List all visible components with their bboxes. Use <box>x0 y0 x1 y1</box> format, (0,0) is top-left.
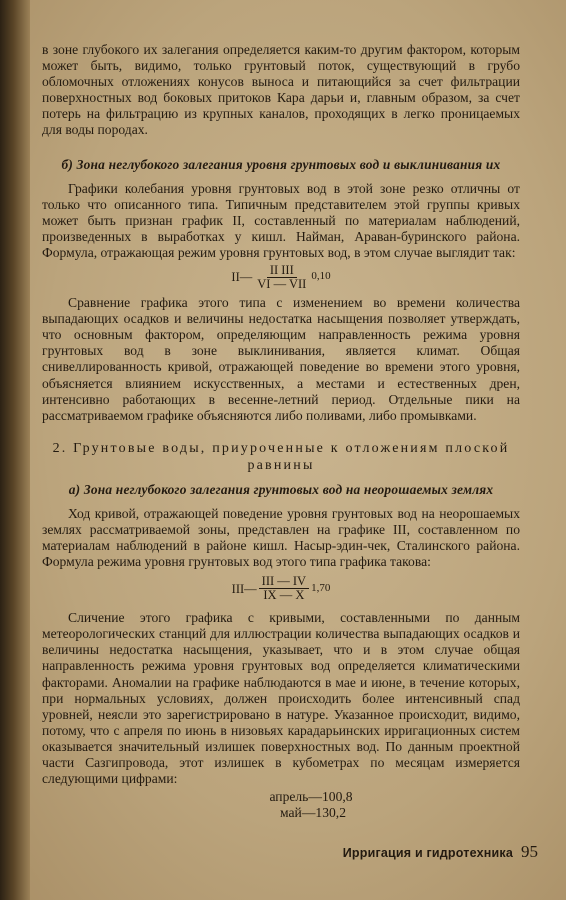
formula-numerator: III — IV <box>259 575 309 589</box>
formula-fraction <box>254 264 309 291</box>
subsection-a-heading: а) Зона неглубокого залегания грунтовых вод на неорошаемых землях <box>68 481 494 497</box>
section-2-paragraph-2: Сличение этого графика с кривыми, составленными по данным метеорологических станций для иллюстрации количества выпадающих осадков и величины недостатка насыщения, указывает, что и в этом случае общая направленность режима уровня грунтовых вод определяется климатическими факторами. Аномалии на графике наблюдаются в мае и июне, в течение которых, при нормальных условиях, должен происходить более интенсивный спад уровней, неясли это зарегистрировано в натуре. Указанное происходит, видимо, потому, что с апреля по июнь в низовьях карадарьинских ирригационных систем оказывается значительный излишек поверхностных вод. По данным проектной части Сазгипровода, этот излишек в кубометрах по месяцам измеряется следующими цифрами: <box>42 610 520 787</box>
monthly-surplus-figures <box>102 789 520 821</box>
page-footer <box>338 842 538 862</box>
formula-numerator: II III <box>267 264 297 278</box>
section-2-paragraph-1: Ход кривой, отражающей поведение уровня грунтовых вод на неорошаемых землях рассматриваемой зоны, представлен на графике III, составленном по материалам наблюдений в районе кишл. Насыр-эдин-чек, Сталинского района. Формула режима уровня грунтовых вод этого типа графика такова: <box>42 505 520 570</box>
journal-title: Ирригация и гидротехника <box>342 846 513 860</box>
subsection-b-heading: б) Зона неглубокого залегания уровня грунтовых вод и выклинивания их <box>61 156 501 172</box>
figure-april: апрель—100,8 <box>269 789 353 805</box>
formula-coefficient: 0,10 <box>311 270 331 283</box>
section-2-heading: 2. Грунтовые воды, приуроченные к отложениям плоской равнины <box>52 440 510 473</box>
section-b-paragraph-1: Графики колебания уровня грунтовых вод в этой зоне резко отличны от только что описанного типа. Типичным представителем этой группы кривых может быть признан график II, составленный по материалам наблюдений, произведенных в выработках у кишл. Найман, Араван-буринского района. Формула, отражающая режим уровня грунтовых вод, в этом случае выглядит так: <box>42 180 520 260</box>
page-body <box>42 42 520 821</box>
formula-graph-2 <box>42 264 520 291</box>
section-b-paragraph-2: Сравнение графика этого типа с изменением во времени количества выпадающих осадков и величины недостатка насыщения позволяет утверждать, что основным фактором, определяющим направленность режима уровня грунтовых вод в зоне выклинивания, является климат. Общая снивеллированность кривой, отражающей поведение во времени этого уровня, объясняется влиянием искусственных, а местами и естественных дрен, интенсивно работающих в весенне-летний период. Отдельные пики на рассматриваемом графике объясняются либо поливами, либо промывками. <box>42 295 520 423</box>
formula-denominator: IX — X <box>263 588 305 603</box>
formula-lead: III— <box>231 581 257 596</box>
book-spine <box>0 0 30 900</box>
page-number: 95 <box>521 842 538 861</box>
formula-graph-3 <box>42 575 520 602</box>
formula-denominator: VI — VII <box>257 277 307 292</box>
formula-fraction <box>259 575 309 602</box>
formula-coefficient: 1,70 <box>311 581 331 594</box>
formula-lead: II— <box>231 270 253 285</box>
figure-may: май—130,2 <box>280 805 346 821</box>
intro-paragraph: в зоне глубокого их залегания определяется каким-то другим фактором, которым может быть, видимо, только грунтовый поток, существующий в грубо обломочных отложениях конусов выноса и питающийся за счет фильтрации поверхностных вод боковых притоков Кара дарьи и, главным образом, за счет потерь на фильтрацию из крупных каналов, проходящих в легко проницаемых для воды породах. <box>42 42 520 138</box>
